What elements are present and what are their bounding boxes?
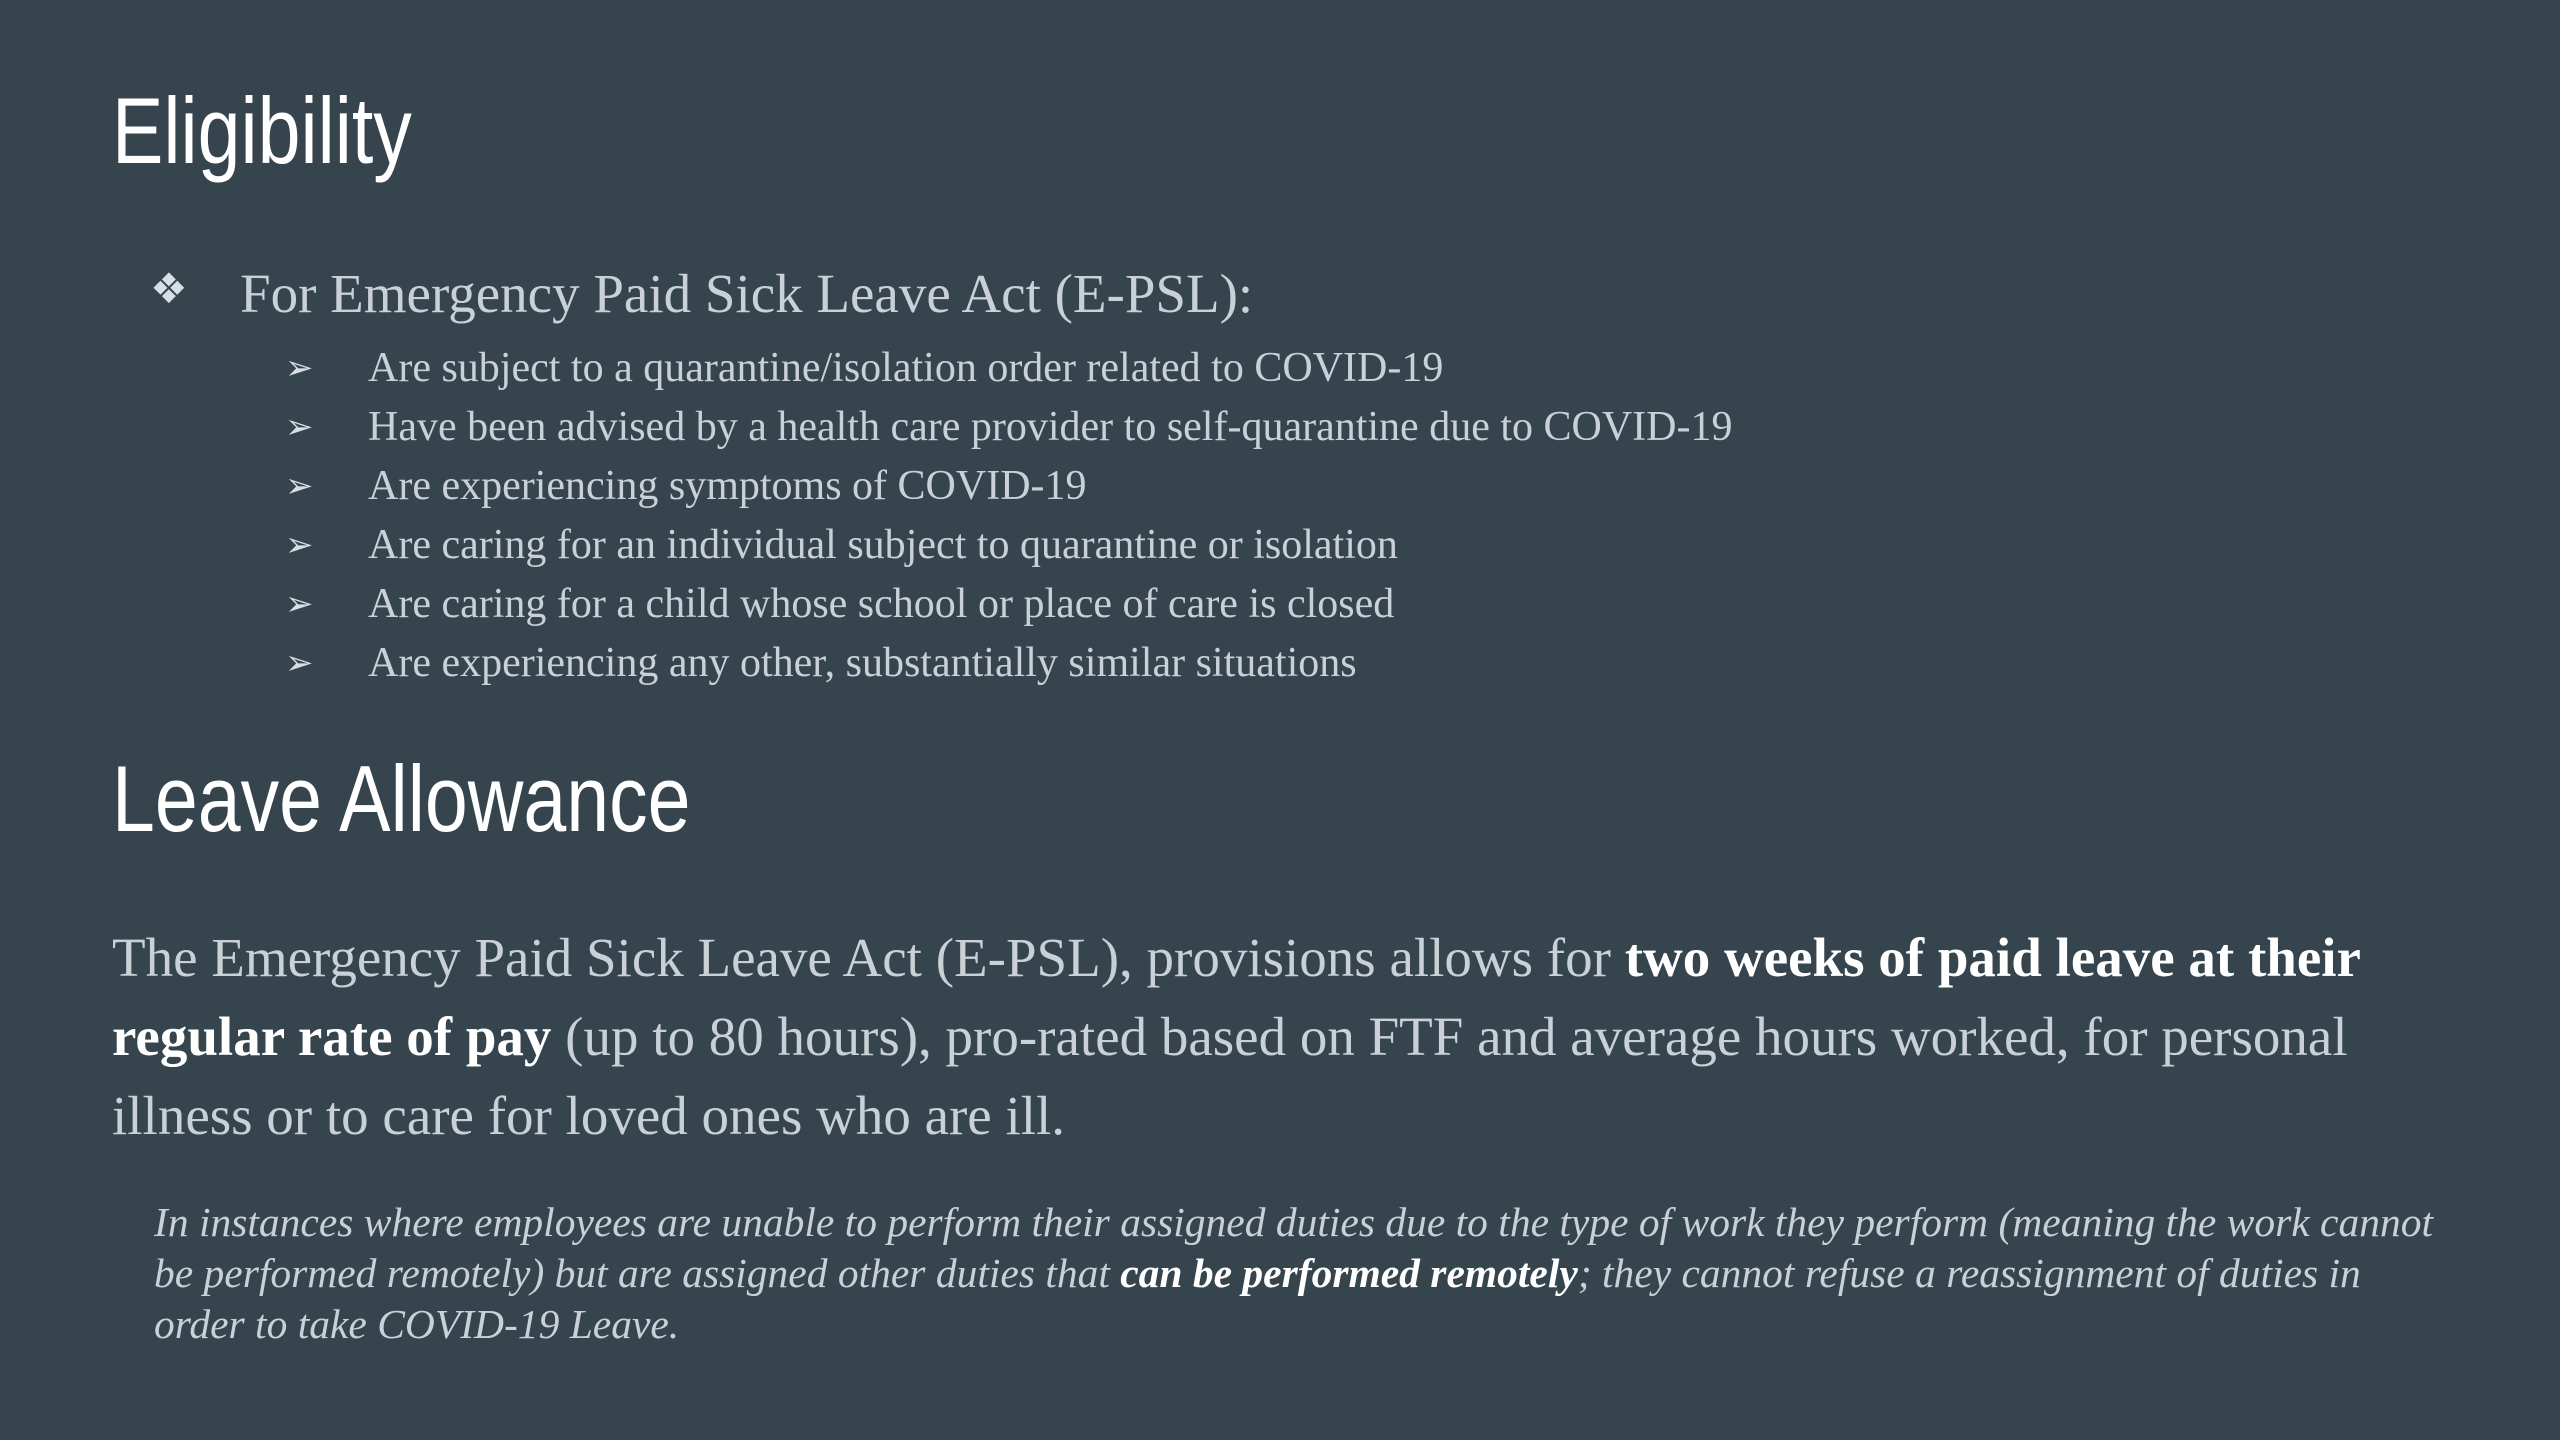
- criteria-item: [285, 574, 1733, 633]
- criteria-item-label: Have been advised by a health care provider to self-quarantine due to COVID-19: [368, 403, 1733, 450]
- criteria-item: [285, 397, 1733, 456]
- eligibility-main-bullet: [150, 262, 1253, 325]
- leave-allowance-paragraph: [112, 918, 2432, 1155]
- criteria-item-label: Are subject to a quarantine/isolation order related to COVID-19: [368, 344, 1444, 391]
- diamond-bullet-icon: ❖: [150, 264, 188, 313]
- criteria-item: [285, 515, 1733, 574]
- criteria-item: [285, 633, 1733, 692]
- criteria-item-label: Are experiencing any other, substantially similar situations: [368, 639, 1357, 686]
- main-bullet-label: For Emergency Paid Sick Leave Act (E-PSL):: [240, 263, 1254, 324]
- arrowhead-bullet-icon: ➢: [285, 524, 314, 565]
- note-text: ; they cannot refuse a reassignment of duties in order to take COVID-19 Leave.: [154, 1250, 2361, 1347]
- eligibility-criteria-list: [285, 338, 1733, 692]
- reassignment-note: [154, 1197, 2434, 1350]
- paragraph-text: The Emergency Paid Sick Leave Act (E-PSL), provisions allows for: [112, 927, 1625, 988]
- criteria-item: [285, 456, 1733, 515]
- criteria-item-label: Are experiencing symptoms of COVID-19: [368, 462, 1087, 509]
- criteria-item: [285, 338, 1733, 397]
- arrowhead-bullet-icon: ➢: [285, 583, 314, 624]
- paragraph-text: (up to 80 hours), pro-rated based on FTF and average hours worked, for personal illness or to care for loved ones who are ill.: [112, 1006, 2348, 1146]
- leave-allowance-title: Leave Allowance: [112, 746, 691, 851]
- arrowhead-bullet-icon: ➢: [285, 642, 314, 683]
- criteria-item-label: Are caring for a child whose school or place of care is closed: [368, 580, 1395, 627]
- eligibility-title: Eligibility: [112, 78, 412, 183]
- note-text: In instances where employees are unable to perform their assigned duties due to the type of work they perform (meaning the work cannot be performed remotely) but are assigned other duties that: [154, 1199, 2433, 1296]
- paragraph-emphasis: two weeks of paid leave at their regular rate of pay: [112, 927, 2360, 1067]
- arrowhead-bullet-icon: ➢: [285, 347, 314, 388]
- note-emphasis: can be performed remotely: [1120, 1250, 1578, 1296]
- arrowhead-bullet-icon: ➢: [285, 406, 314, 447]
- arrowhead-bullet-icon: ➢: [285, 465, 314, 506]
- criteria-item-label: Are caring for an individual subject to quarantine or isolation: [368, 521, 1398, 568]
